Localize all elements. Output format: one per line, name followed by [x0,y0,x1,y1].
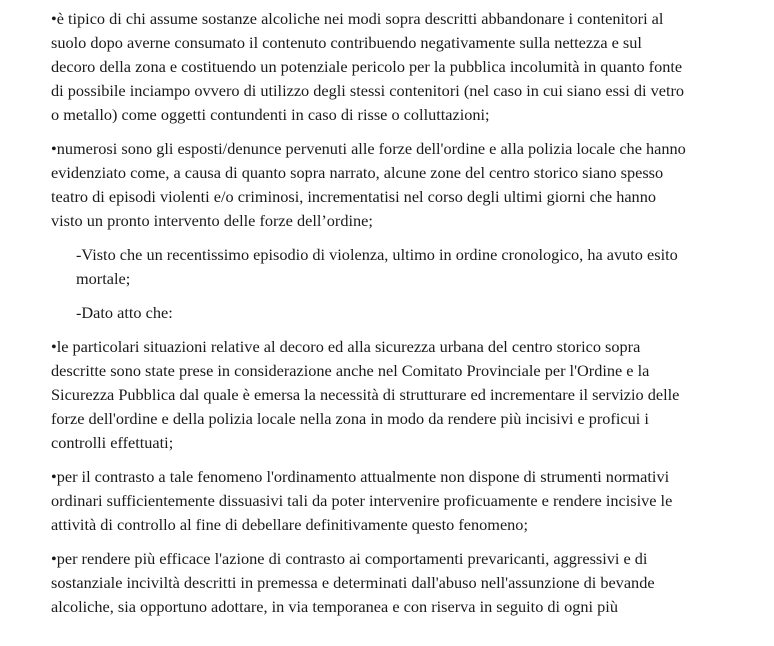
text-line: -Visto che un recentissimo episodio di violenza, ultimo in ordine cronologico, ha avuto esito [76,245,678,264]
text-line: •per rendere più efficace l'azione di contrasto ai comportamenti prevaricanti, aggressivi e di [51,549,648,568]
text-line: attività di controllo al fine di debellare definitivamente questo fenomeno; [51,515,528,534]
text-line: mortale; [76,269,131,288]
text-line: evidenziato come, a causa di quanto sopra narrato, alcune zone del centro storico siano spesso [51,163,664,182]
text-line: alcoliche, sia opportuno adottare, in via temporanea e con riserva in seguito di ogni più [51,597,618,616]
text-line: di possibile inciampo ovvero di utilizzo degli stessi contenitori (nel caso in cui siano essi di vetro [51,81,685,100]
paragraph-abandoned-containers [51,7,751,127]
paragraph-visto-che [76,243,751,291]
text-line: •le particolari situazioni relative al decoro ed alla sicurezza urbana del centro storico sopra [51,337,641,356]
text-line: suolo dopo averne consumato il contenuto contribuendo negativamente sulla nettezza e sul [51,33,642,52]
text-line: forze dell'ordine e della polizia locale nella zona in modo da rendere più incisivi e proficui i [51,409,649,428]
text-line: •è tipico di chi assume sostanze alcoliche nei modi sopra descritti abbandonare i contenitori al [51,9,664,28]
text-line: sostanziale inciviltà descritti in premessa e determinati dall'abuso nell'assunzione di bevande [51,573,655,592]
text-line: controlli effettuati; [51,433,174,452]
paragraph-complaints [51,137,751,233]
paragraph-effective-action [51,547,751,619]
paragraph-dato-atto-che [76,301,751,325]
text-line: visto un pronto intervento delle forze dell’ordine; [51,211,373,230]
text-line: -Dato atto che: [76,303,173,322]
text-line: •per il contrasto a tale fenomeno l'ordinamento attualmente non dispone di strumenti normativi [51,467,670,486]
text-line: o metallo) come oggetti contundenti in caso di risse o colluttazioni; [51,105,490,124]
paragraph-provincial-committee [51,335,751,455]
text-line: Sicurezza Pubblica dal quale è emersa la necessità di strutturare ed incrementare il servizio delle [51,385,680,404]
text-line: teatro di episodi violenti e/o criminosi, incrementatisi nel corso degli ultimi giorni che hanno [51,187,656,206]
document-body [51,7,751,629]
text-line: ordinari sufficientemente dissuasivi tali da poter intervenire proficuamente e rendere incisive le [51,491,673,510]
text-line: •numerosi sono gli esposti/denunce pervenuti alle forze dell'ordine e alla polizia locale che hanno [51,139,686,158]
text-line: descritte sono state prese in considerazione anche nel Comitato Provinciale per l'Ordine e la [51,361,650,380]
text-line: decoro della zona e costituendo un potenziale pericolo per la pubblica incolumità in quanto fonte [51,57,683,76]
paragraph-legal-tools [51,465,751,537]
